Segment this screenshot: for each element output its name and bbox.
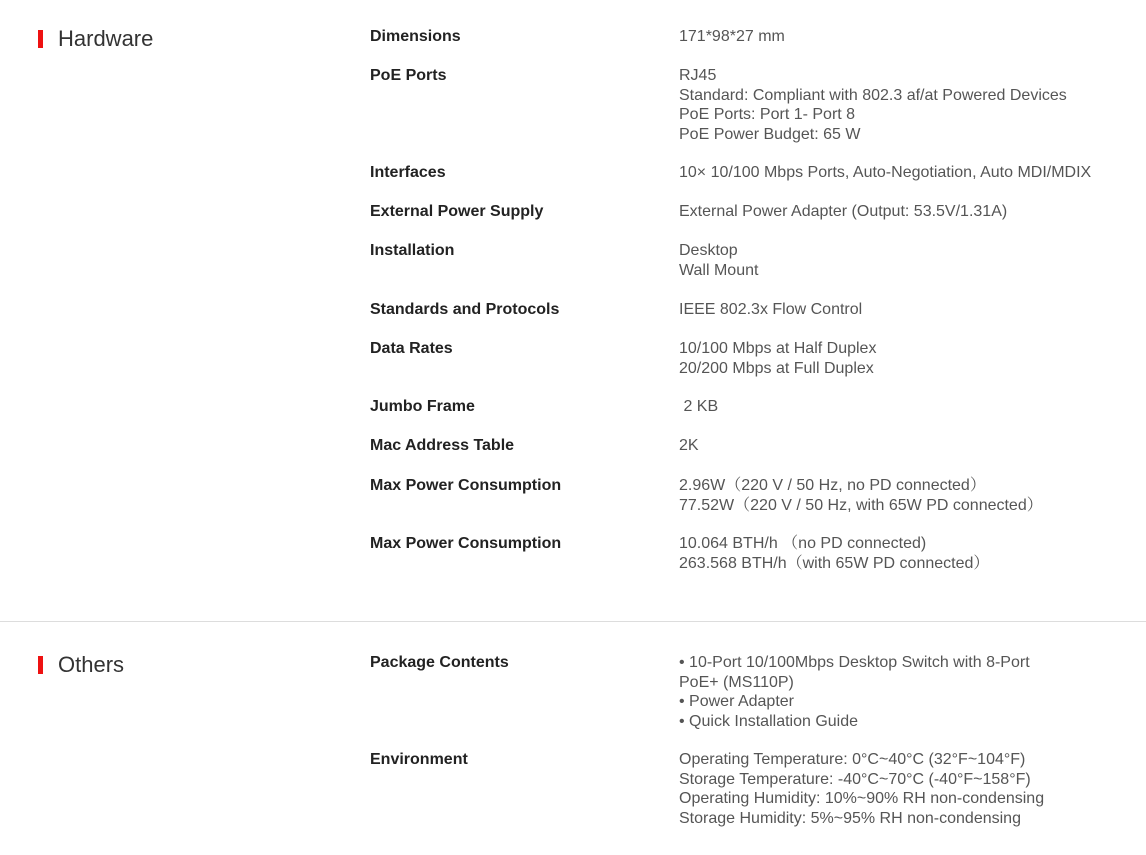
- spec-value-line: Operating Temperature: 0°C~40°C (32°F~104°F): [679, 751, 1026, 768]
- spec-label: Interfaces: [370, 164, 446, 181]
- spec-label: Dimensions: [370, 28, 461, 45]
- spec-value: [679, 300, 1139, 320]
- spec-value: [679, 66, 1139, 144]
- spec-value: [679, 476, 1139, 515]
- spec-value-line: PoE Power Budget: 65 W: [679, 125, 861, 143]
- spec-value-line: 2K: [679, 437, 699, 454]
- spec-label: Jumbo Frame: [370, 398, 475, 415]
- spec-value-line: PoE+ (MS110P): [679, 673, 794, 691]
- spec-value-line: RJ45: [679, 67, 717, 84]
- spec-value-line: PoE Ports: Port 1- Port 8: [679, 106, 856, 123]
- spec-value-line: 10× 10/100 Mbps Ports, Auto-Negotiation, Auto MDI/MDIX: [679, 164, 1092, 181]
- spec-value-line: 20/200 Mbps at Full Duplex: [679, 359, 874, 377]
- spec-value: [679, 163, 1139, 183]
- section-title-others: Others: [58, 652, 125, 677]
- spec-value: [679, 653, 1139, 731]
- spec-value-line: Operating Humidity: 10%~90% RH non-condensing: [679, 790, 1045, 807]
- spec-label: Max Power Consumption: [370, 477, 562, 494]
- spec-label: Max Power Consumption: [370, 535, 562, 552]
- spec-label: Data Rates: [370, 340, 453, 357]
- spec-value-line: • Power Adapter: [679, 693, 794, 710]
- spec-value-line: Desktop: [679, 242, 738, 259]
- spec-value-line: • 10-Port 10/100Mbps Desktop Switch with 8-Port: [679, 654, 1030, 671]
- spec-value-line: Storage Temperature: -40°C~70°C (-40°F~158°F): [679, 770, 1031, 788]
- spec-value-line: 10/100 Mbps at Half Duplex: [679, 340, 877, 357]
- spec-value: [679, 202, 1139, 222]
- spec-value-line: 10.064 BTH/h （no PD connected): [679, 535, 927, 552]
- spec-value-line: • Quick Installation Guide: [679, 712, 859, 730]
- spec-label: Package Contents: [370, 654, 509, 671]
- spec-value-line: 2.96W（220 V / 50 Hz, no PD connected）: [679, 477, 986, 494]
- spec-value: [679, 534, 1139, 573]
- spec-value: [679, 27, 1139, 47]
- spec-value: [679, 397, 1139, 417]
- spec-label: Installation: [370, 242, 455, 259]
- spec-value: [679, 436, 1139, 456]
- spec-label: External Power Supply: [370, 203, 544, 220]
- spec-value: [679, 750, 1139, 828]
- section-accent-bar: [38, 656, 43, 674]
- spec-value-line: 77.52W（220 V / 50 Hz, with 65W PD connected）: [679, 496, 1043, 514]
- spec-value-line: 2 KB: [679, 398, 719, 415]
- hardware-section-header: [38, 26, 153, 52]
- section-accent-bar: [38, 30, 43, 48]
- others-section-header: [38, 652, 124, 678]
- spec-label: Environment: [370, 751, 468, 768]
- spec-value-line: Wall Mount: [679, 261, 759, 279]
- spec-value-line: Storage Humidity: 5%~95% RH non-condensing: [679, 809, 1021, 827]
- spec-value-line: IEEE 802.3x Flow Control: [679, 301, 863, 318]
- spec-value-line: 263.568 BTH/h（with 65W PD connected）: [679, 554, 990, 572]
- section-divider: [0, 621, 1146, 622]
- spec-label: Standards and Protocols: [370, 301, 560, 318]
- spec-value: [679, 339, 1139, 378]
- spec-label: Mac Address Table: [370, 437, 515, 454]
- spec-label: PoE Ports: [370, 67, 447, 84]
- spec-value-line: 171*98*27 mm: [679, 28, 785, 45]
- spec-value: [679, 241, 1139, 280]
- section-title-hardware: Hardware: [58, 26, 154, 51]
- spec-value-line: Standard: Compliant with 802.3 af/at Powered Devices: [679, 86, 1067, 104]
- spec-value-line: External Power Adapter (Output: 53.5V/1.31A): [679, 203, 1008, 220]
